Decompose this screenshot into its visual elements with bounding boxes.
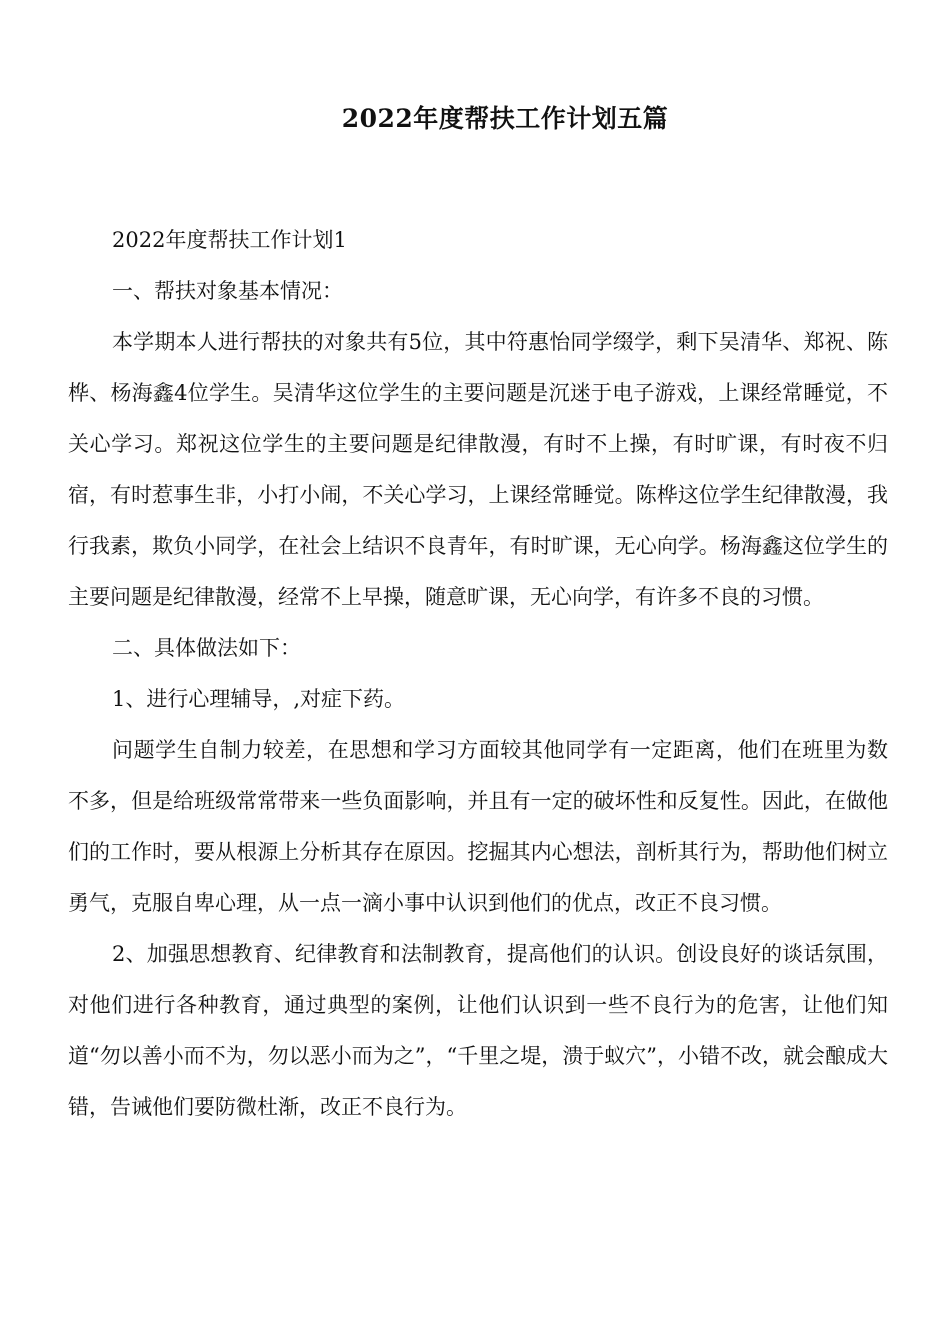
document-body (68, 215, 888, 1133)
section-heading: 2022年度帮扶工作计划1 (112, 228, 347, 252)
body-paragraph: 问题学生自制力较差，在思想和学习方面较其他同学有一定距离，他们在班里为数不多，但是给班级常常带来一些负面影响，并且有一定的破坏性和反复性。因此，在做他们的工作时，要从根源上分析其存在原因。挖掘其内心想法，剖析其行为，帮助他们树立勇气，克服自卑心理，从一点一滴小事中认识到他们的优点，改正不良习惯。 (68, 738, 888, 915)
body-paragraph: 本学期本人进行帮扶的对象共有5位，其中符惠怡同学缀学，剩下吴清华、郑祝、陈桦、杨海鑫4位学生。吴清华这位学生的主要问题是沉迷于电子游戏，上课经常睡觉，不关心学习。郑祝这位学生的主要问题是纪律散漫，有时不上操，有时旷课，有时夜不归宿，有时惹事生非，小打小闹，不关心学习，上课经常睡觉。陈桦这位学生纪律散漫，我行我素，欺负小同学，在社会上结识不良青年，有时旷课，无心向学。杨海鑫这位学生的主要问题是纪律散漫，经常不上早操，随意旷课，无心向学，有许多不良的习惯。 (68, 330, 888, 609)
subsection-heading: 二、具体做法如下： (112, 636, 301, 660)
body-paragraph: 2、加强思想教育、纪律教育和法制教育，提高他们的认识。创设良好的谈话氛围，对他们进行各种教育，通过典型的案例，让他们认识到一些不良行为的危害，让他们知道“勿以善小而不为，勿以恶小而为之”，“千里之堤，溃于蚁穴”，小错不改，就会酿成大错，告诫他们要防微杜渐，改正不良行为。 (68, 942, 888, 1119)
list-item-heading: 1、进行心理辅导，,对症下药。 (112, 687, 406, 711)
document-title: 2022年度帮扶工作计划五篇 (341, 104, 669, 133)
subsection-heading: 一、帮扶对象基本情况： (112, 279, 343, 303)
